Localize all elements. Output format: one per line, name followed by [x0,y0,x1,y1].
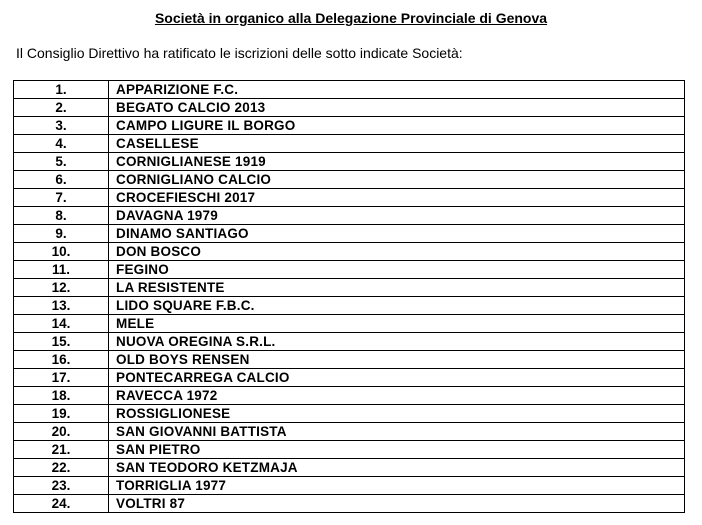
society-name: OLD BOYS RENSEN [109,351,685,369]
society-name: VOLTRI 87 [109,495,685,513]
table-row [14,279,685,297]
societies-table-body [14,81,685,513]
society-number: 19. [14,405,109,423]
table-row [14,261,685,279]
society-name: ROSSIGLIONESE [109,405,685,423]
table-row [14,297,685,315]
table-row [14,477,685,495]
society-name: DAVAGNA 1979 [109,207,685,225]
society-name: SAN PIETRO [109,441,685,459]
society-number: 11. [14,261,109,279]
society-number: 20. [14,423,109,441]
society-number: 21. [14,441,109,459]
society-name: MELE [109,315,685,333]
society-number: 18. [14,387,109,405]
society-name: LA RESISTENTE [109,279,685,297]
society-name: CORNIGLIANO CALCIO [109,171,685,189]
table-row [14,495,685,513]
table-row [14,207,685,225]
table-row [14,351,685,369]
society-name: BEGATO CALCIO 2013 [109,99,685,117]
society-name: NUOVA OREGINA S.R.L. [109,333,685,351]
society-number: 4. [14,135,109,153]
society-number: 5. [14,153,109,171]
society-number: 6. [14,171,109,189]
table-row [14,135,685,153]
society-number: 24. [14,495,109,513]
table-row [14,99,685,117]
society-number: 23. [14,477,109,495]
society-name: CROCEFIESCHI 2017 [109,189,685,207]
society-name: DINAMO SANTIAGO [109,225,685,243]
society-name: LIDO SQUARE F.B.C. [109,297,685,315]
table-row [14,423,685,441]
society-name: CASELLESE [109,135,685,153]
society-name: SAN TEODORO KETZMAJA [109,459,685,477]
table-row [14,153,685,171]
society-name: PONTECARREGA CALCIO [109,369,685,387]
societies-table [13,80,685,513]
table-row [14,189,685,207]
table-row [14,117,685,135]
table-row [14,225,685,243]
society-number: 13. [14,297,109,315]
society-number: 16. [14,351,109,369]
society-name: SAN GIOVANNI BATTISTA [109,423,685,441]
society-number: 22. [14,459,109,477]
society-number: 15. [14,333,109,351]
society-number: 10. [14,243,109,261]
society-name: CORNIGLIANESE 1919 [109,153,685,171]
table-row [14,369,685,387]
society-number: 3. [14,117,109,135]
table-row [14,333,685,351]
society-number: 9. [14,225,109,243]
society-number: 8. [14,207,109,225]
society-name: TORRIGLIA 1977 [109,477,685,495]
society-number: 14. [14,315,109,333]
table-row [14,243,685,261]
society-name: CAMPO LIGURE IL BORGO [109,117,685,135]
society-name: FEGINO [109,261,685,279]
society-number: 2. [14,99,109,117]
society-name: DON BOSCO [109,243,685,261]
table-row [14,171,685,189]
society-number: 7. [14,189,109,207]
society-name: APPARIZIONE F.C. [109,81,685,99]
intro-text: Il Consiglio Direttivo ha ratificato le iscrizioni delle sotto indicate Società: [16,45,463,61]
table-row [14,387,685,405]
society-number: 17. [14,369,109,387]
table-row [14,405,685,423]
society-number: 1. [14,81,109,99]
table-row [14,81,685,99]
table-row [14,441,685,459]
table-row [14,459,685,477]
society-name: RAVECCA 1972 [109,387,685,405]
document-title: Società in organico alla Delegazione Provinciale di Genova [154,10,548,26]
society-number: 12. [14,279,109,297]
table-row [14,315,685,333]
